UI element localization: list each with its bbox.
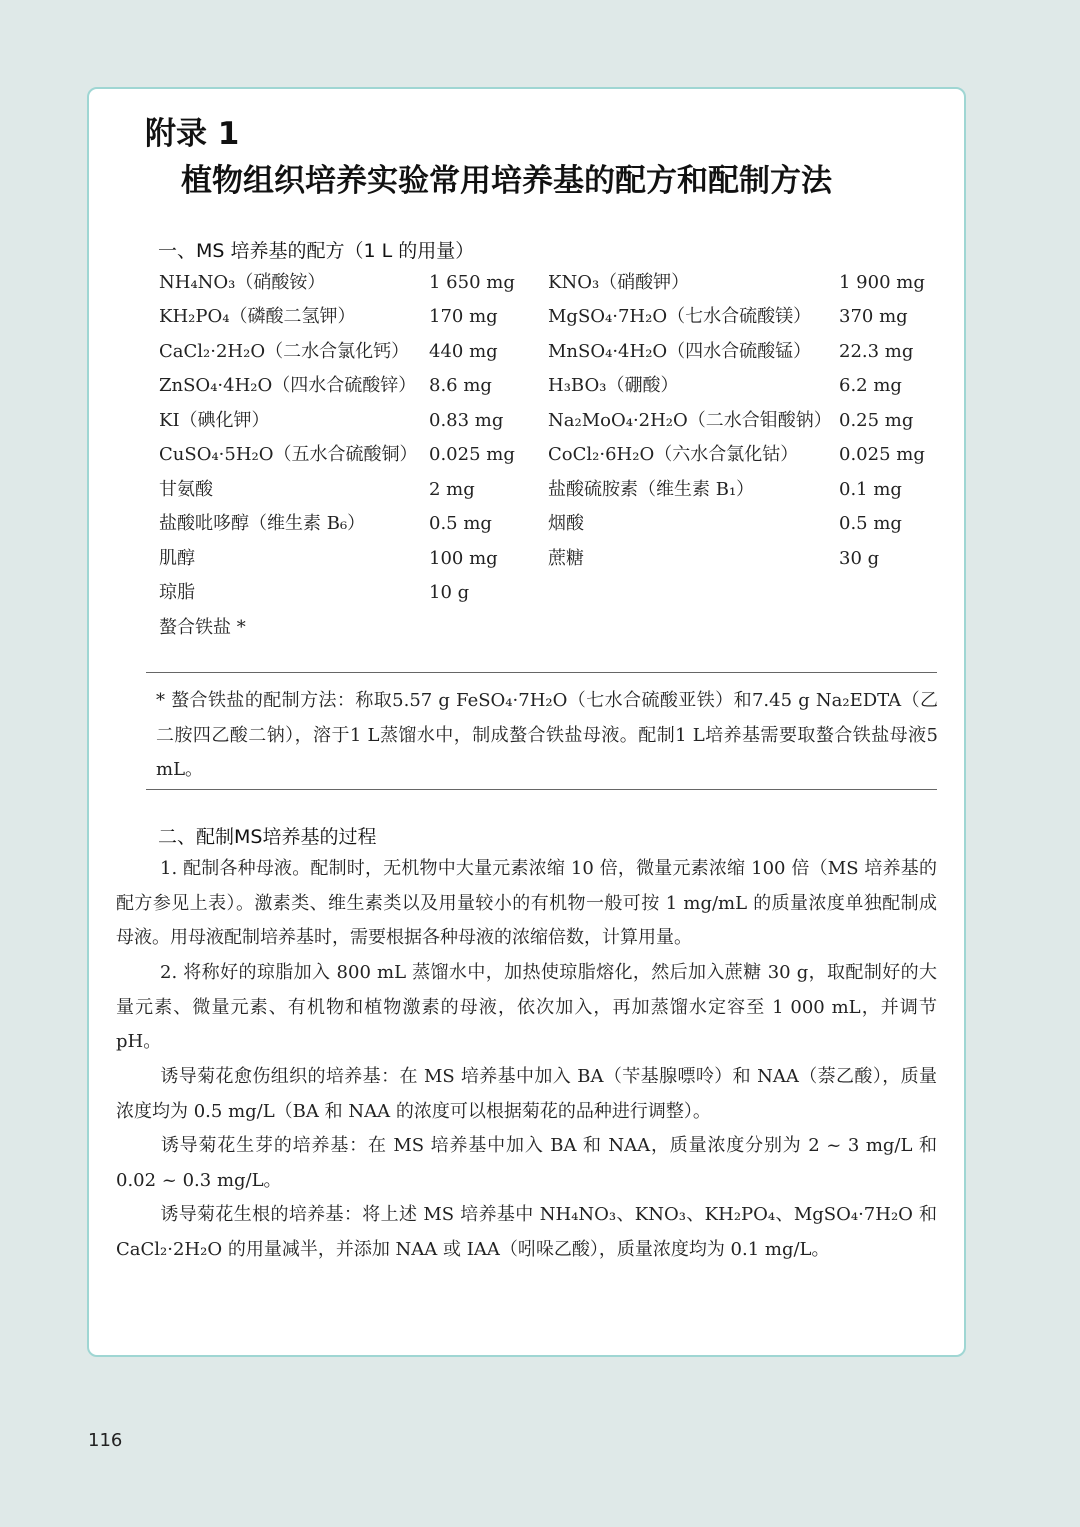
left-name-8: 肌醇 bbox=[159, 548, 195, 569]
right-amount-6: 0.1 mg bbox=[839, 479, 902, 500]
footnote-top-rule bbox=[146, 672, 937, 673]
left-amount-4: 0.83 mg bbox=[429, 410, 504, 431]
right-name-7: 烟酸 bbox=[548, 513, 584, 534]
right-name-0: KNO₃（硝酸钾） bbox=[548, 272, 690, 293]
right-amount-5: 0.025 mg bbox=[839, 444, 925, 465]
left-amount-7: 0.5 mg bbox=[429, 513, 492, 534]
right-name-2: MnSO₄·4H₂O（四水合硫酸锰） bbox=[548, 341, 812, 362]
appendix-label: 附录 1 bbox=[145, 116, 240, 152]
left-name-2: CaCl₂·2H₂O（二水合氯化钙） bbox=[159, 341, 410, 362]
left-name-10: 螯合铁盐 * bbox=[159, 617, 246, 638]
paragraph-root bbox=[116, 1198, 937, 1267]
paragraph-callus-text: 诱导菊花愈伤组织的培养基：在 MS 培养基中加入 BA（苄基腺嘌呤）和 NAA（萘乙酸），质量浓度均为 0.5 mg/L（BA 和 NAA 的浓度可以根据菊花的品种进行调整）。 bbox=[116, 1066, 937, 1122]
footnote: * 螯合铁盐的配制方法：称取5.57 g FeSO₄·7H₂O（七水合硫酸亚铁）和7.45 g Na₂EDTA（乙二胺四乙酸二钠），溶于1 L蒸馏水中，制成螯合铁盐母液。配制1 L培养基需要取螯合铁盐母液5 mL。 bbox=[156, 690, 938, 780]
left-amount-8: 100 mg bbox=[429, 548, 498, 569]
left-name-1: KH₂PO₄（磷酸二氢钾） bbox=[159, 306, 356, 327]
right-amount-8: 30 g bbox=[839, 548, 880, 569]
left-name-0: NH₄NO₃（硝酸铵） bbox=[159, 272, 326, 293]
right-amount-3: 6.2 mg bbox=[839, 375, 902, 396]
left-amount-9: 10 g bbox=[429, 582, 470, 603]
right-amount-4: 0.25 mg bbox=[839, 410, 914, 431]
paragraph-1-text: 1. 配制各种母液。配制时，无机物中大量元素浓缩 10 倍，微量元素浓缩 100 倍（MS 培养基的配方参见上表）。激素类、维生素类以及用量较小的有机物一般可按 1 mg/mL 的质量浓度单独配制成母液。用母液配制培养基时，需要根据各种母液的浓缩倍数，计算用量。 bbox=[116, 858, 937, 949]
paragraph-2 bbox=[116, 956, 937, 1060]
left-amount-2: 440 mg bbox=[429, 341, 498, 362]
right-name-6: 盐酸硫胺素（维生素 B₁） bbox=[548, 479, 755, 500]
section2-heading: 二、配制MS培养基的过程 bbox=[158, 826, 377, 848]
right-amount-1: 370 mg bbox=[839, 306, 908, 327]
right-name-3: H₃BO₃（硼酸） bbox=[548, 375, 679, 396]
left-name-7: 盐酸吡哆醇（维生素 B₆） bbox=[159, 513, 366, 534]
paragraph-root-text: 诱导菊花生根的培养基：将上述 MS 培养基中 NH₄NO₃、KNO₃、KH₂PO₄、MgSO₄·7H₂O 和 CaCl₂·2H₂O 的用量减半，并添加 NAA 或 IAA（吲哚乙酸），质量浓度均为 0.1 mg/L。 bbox=[116, 1204, 937, 1260]
paragraph-shoot bbox=[116, 1129, 937, 1198]
page-title: 植物组织培养实验常用培养基的配方和配制方法 bbox=[181, 163, 832, 199]
page-number: 116 bbox=[88, 1430, 123, 1451]
left-amount-1: 170 mg bbox=[429, 306, 498, 327]
left-amount-5: 0.025 mg bbox=[429, 444, 515, 465]
paragraph-1 bbox=[116, 852, 937, 956]
right-amount-2: 22.3 mg bbox=[839, 341, 914, 362]
right-name-4: Na₂MoO₄·2H₂O（二水合钼酸钠） bbox=[548, 410, 832, 431]
right-name-8: 蔗糖 bbox=[548, 548, 584, 569]
left-amount-0: 1 650 mg bbox=[429, 272, 515, 293]
right-amount-7: 0.5 mg bbox=[839, 513, 902, 534]
footnote-bottom-rule bbox=[146, 789, 937, 790]
paragraph-callus bbox=[116, 1060, 937, 1129]
left-name-9: 琼脂 bbox=[159, 582, 195, 603]
left-name-5: CuSO₄·5H₂O（五水合硫酸铜） bbox=[159, 444, 418, 465]
left-name-3: ZnSO₄·4H₂O（四水合硫酸锌） bbox=[159, 375, 417, 396]
left-amount-3: 8.6 mg bbox=[429, 375, 492, 396]
left-amount-6: 2 mg bbox=[429, 479, 475, 500]
paragraph-shoot-text: 诱导菊花生芽的培养基：在 MS 培养基中加入 BA 和 NAA，质量浓度分别为 2 ~ 3 mg/L 和 0.02 ~ 0.3 mg/L。 bbox=[116, 1135, 937, 1191]
right-name-5: CoCl₂·6H₂O（六水合氯化钴） bbox=[548, 444, 799, 465]
right-name-1: MgSO₄·7H₂O（七水合硫酸镁） bbox=[548, 306, 812, 327]
paragraph-2-text: 2. 将称好的琼脂加入 800 mL 蒸馏水中，加热使琼脂熔化，然后加入蔗糖 30 g，取配制好的大量元素、微量元素、有机物和植物激素的母液，依次加入，再加蒸馏水定容至 1 000 mL，并调节 pH。 bbox=[116, 962, 937, 1053]
left-name-4: KI（碘化钾） bbox=[159, 410, 270, 431]
section1-heading: 一、MS 培养基的配方（1 L 的用量） bbox=[158, 240, 475, 262]
left-name-6: 甘氨酸 bbox=[159, 479, 213, 500]
right-amount-0: 1 900 mg bbox=[839, 272, 925, 293]
